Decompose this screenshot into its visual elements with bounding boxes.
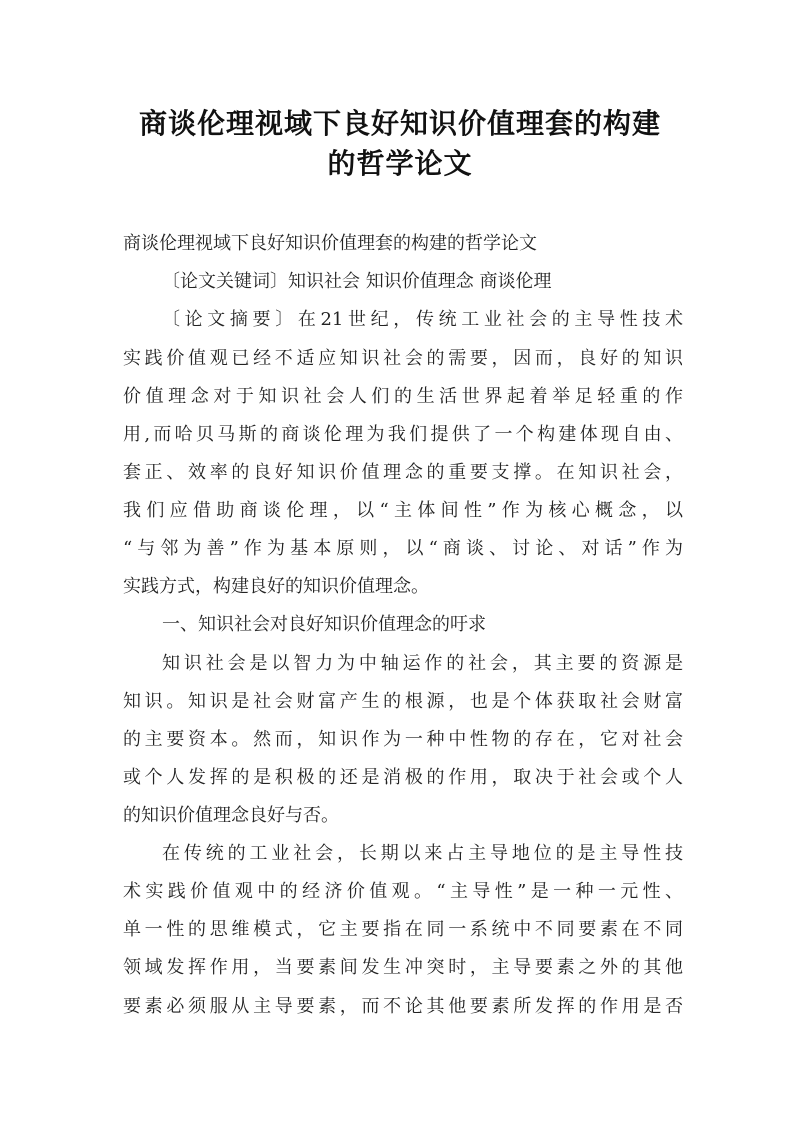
abstract-line: 实践价值观已经不适应知识社会的需要，因而，良好的知识 (123, 348, 683, 369)
document-title-line-2: 的哲学论文 (327, 147, 473, 180)
document-subtitle: 商谈伦理视域下良好知识价值理套的构建的哲学论文 (123, 233, 537, 254)
abstract-line: 价值理念对于知识社会人们的生活世界起着举足轻重的作 (123, 386, 683, 407)
paragraph-line: 知识。知识是社会财富产生的根源，也是个体获取社会财富 (123, 691, 683, 712)
document-title-line-1: 商谈伦理视域下良好知识价值理套的构建 (138, 107, 661, 140)
paragraph-line: 的知识价值理念良好与否。 (123, 805, 339, 826)
abstract-line: 实践方式，构建良好的知识价值理念。 (123, 576, 429, 597)
paragraph-line: 知识社会是以智力为中轴运作的社会，其主要的资源是 (162, 653, 683, 674)
paragraph-line: 在传统的工业社会，长期以来占主导地位的是主导性技 (162, 843, 683, 864)
keywords-line: 〔论文关键词〕知识社会 知识价值理念 商谈伦理 (162, 271, 552, 292)
abstract-line: 用,而哈贝马斯的商谈伦理为我们提供了一个构建体现自由、 (123, 424, 683, 445)
paragraph-line: 领域发挥作用，当要素间发生冲突时，主导要素之外的其他 (123, 957, 683, 978)
paragraph-line: 的主要资本。然而，知识作为一种中性物的存在，它对社会 (123, 729, 683, 750)
section-heading: 一、知识社会对良好知识价值理念的吁求 (162, 614, 486, 635)
abstract-line: 套正、效率的良好知识价值理念的重要支撑。在知识社会， (123, 462, 683, 483)
paragraph-line: 单一性的思维模式，它主要指在同一系统中不同要素在不同 (123, 919, 683, 940)
abstract-line: 〔论文摘要〕在21世纪，传统工业社会的主导性技术 (162, 309, 683, 330)
paragraph-line: 术实践价值观中的经济价值观。“主导性”是一种一元性、 (123, 881, 683, 902)
paragraph-line: 或个人发挥的是积极的还是消极的作用，取决于社会或个人 (123, 767, 683, 788)
abstract-line: “与邻为善”作为基本原则，以“商谈、讨论、对话”作为 (123, 538, 683, 559)
abstract-line: 我们应借助商谈伦理，以“主体间性”作为核心概念，以 (123, 500, 683, 521)
paragraph-line: 要素必须服从主导要素，而不论其他要素所发挥的作用是否 (123, 996, 683, 1017)
